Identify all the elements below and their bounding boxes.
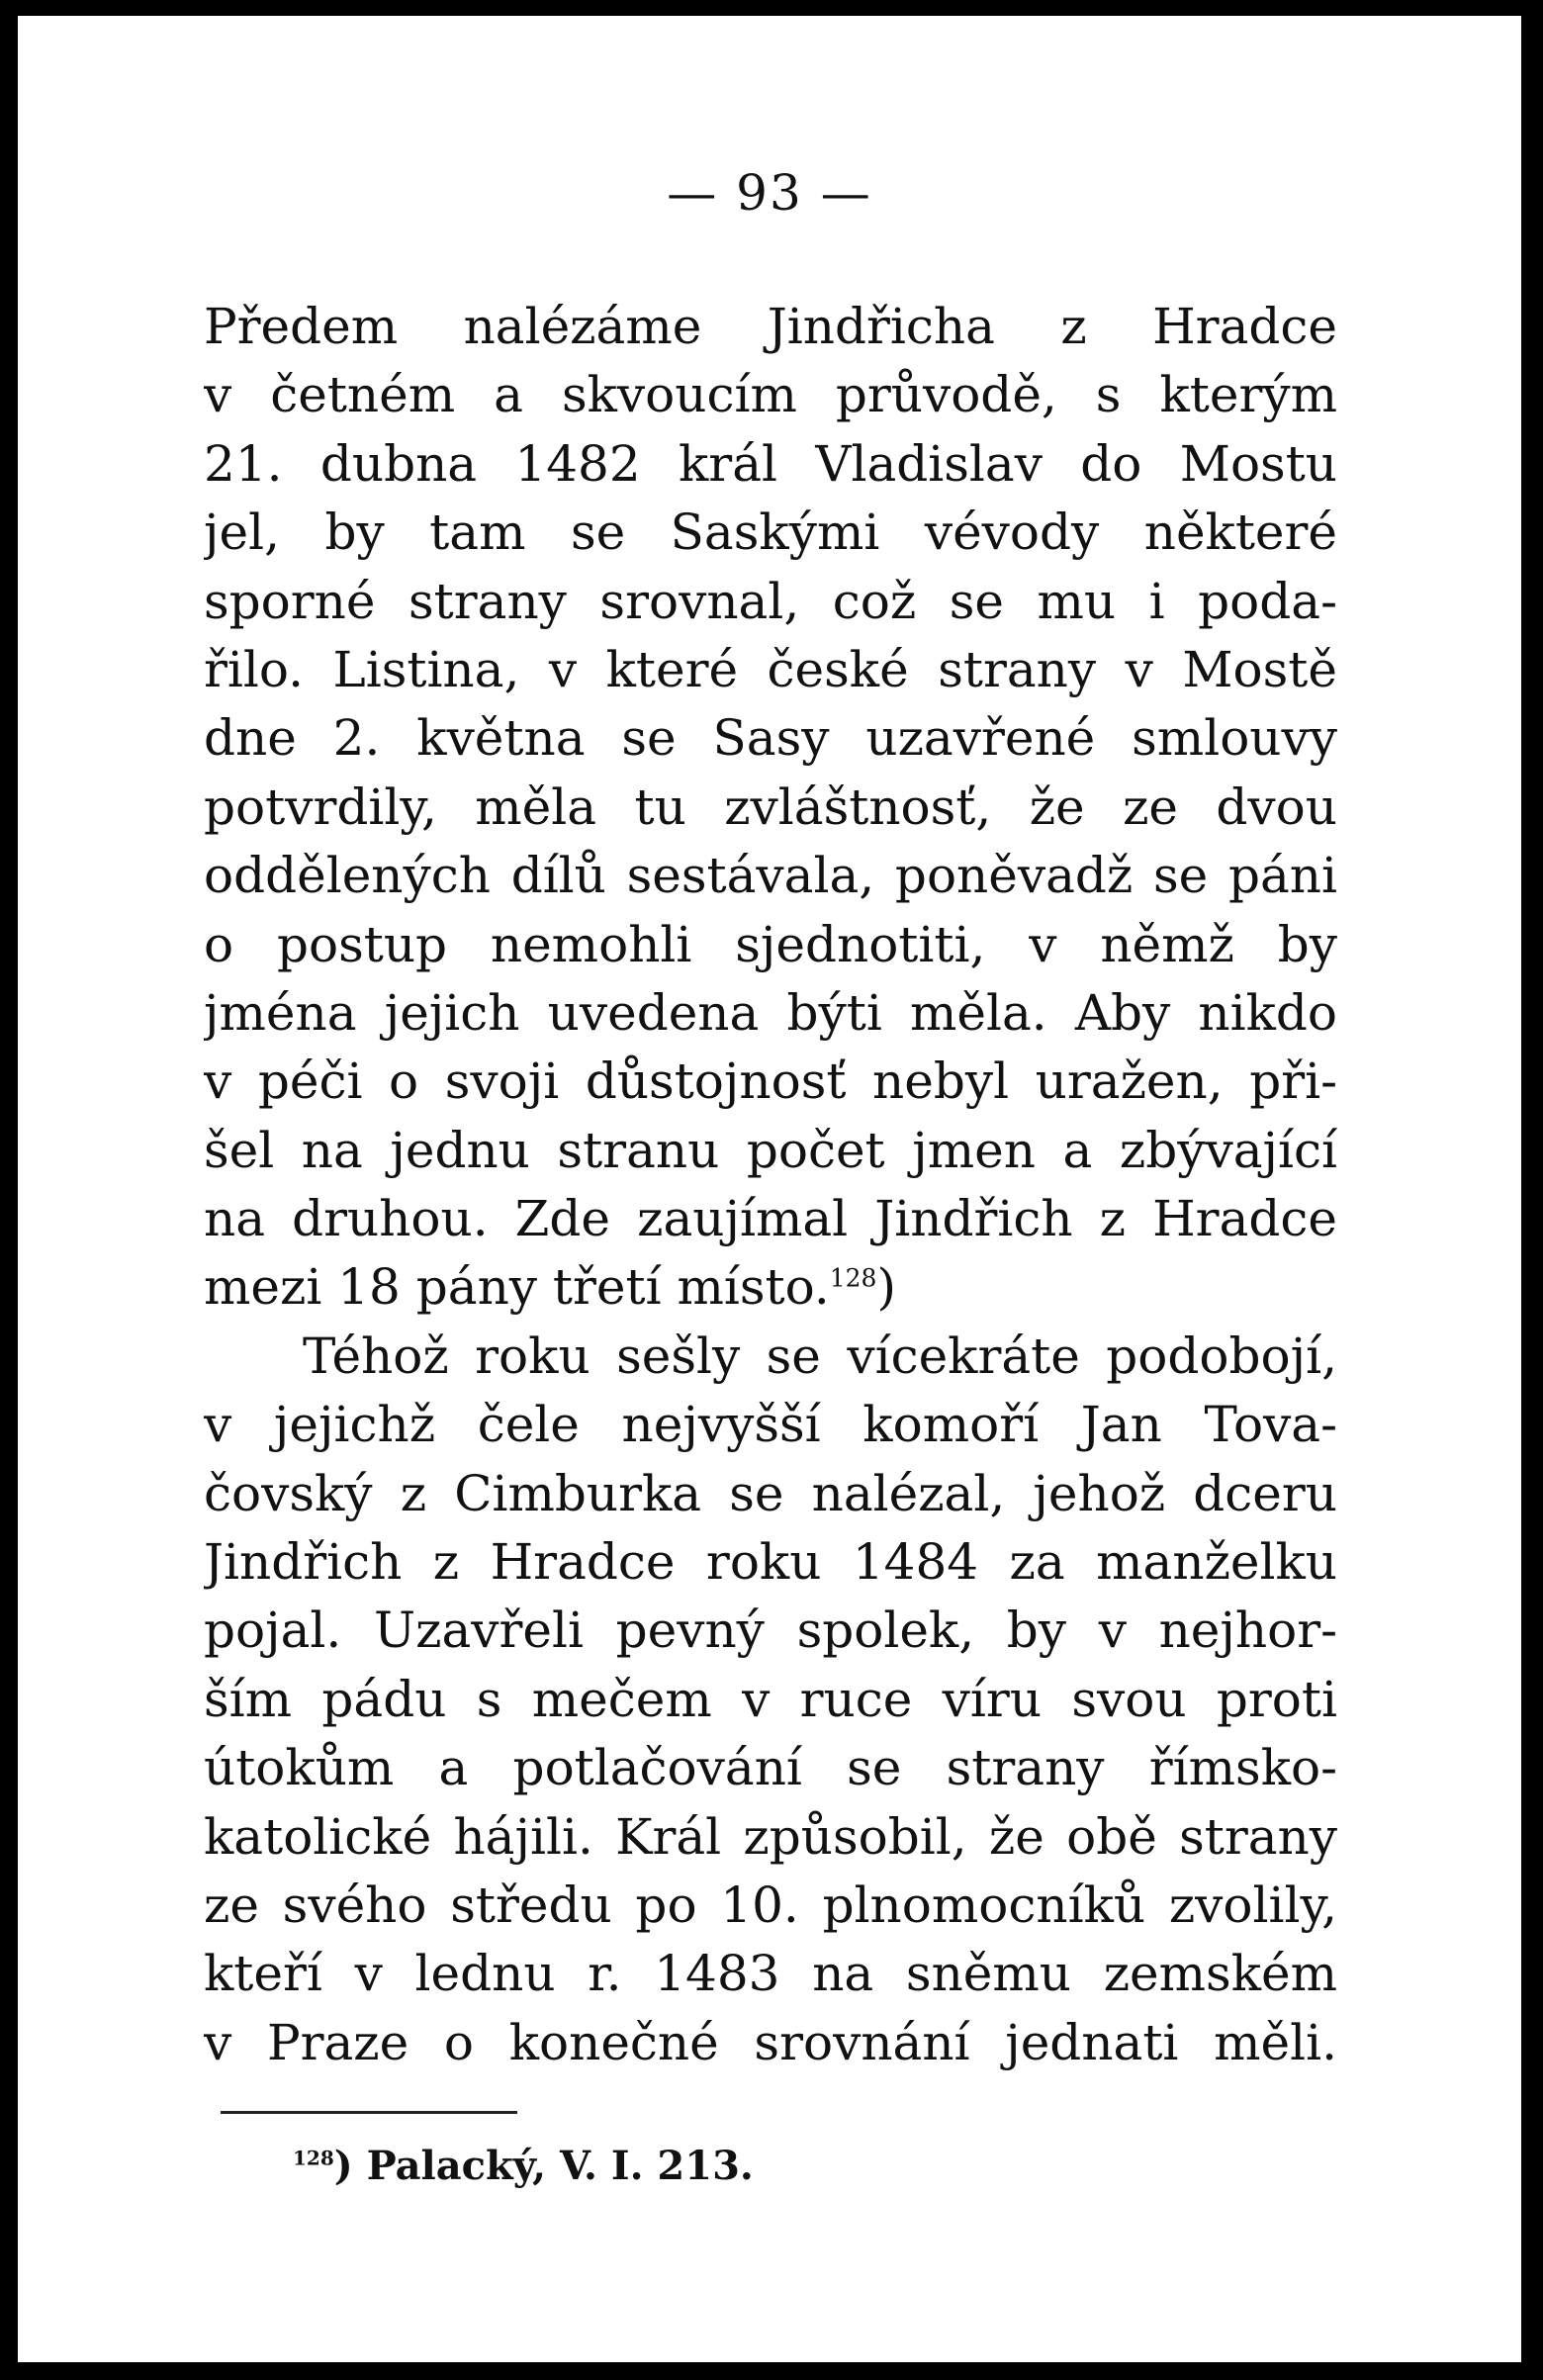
text-line: v Praze o konečné srovnání jednati měli.: [204, 2013, 1337, 2071]
text-line: jel, by tam se Saskými vévody některé: [204, 503, 1337, 562]
footnote: [293, 2143, 754, 2189]
text-line: Téhož roku sešly se vícekráte podobojí,: [303, 1327, 1337, 1385]
text-line: sporné strany srovnal, což se mu i poda-: [204, 572, 1337, 630]
text-line: čovský z Cimburka se nalézal, jehož dceru: [204, 1464, 1337, 1522]
paragraph-1: [204, 293, 1337, 1323]
line-text: mezi 18 pány třetí místo.: [204, 1258, 830, 1317]
text-line: v jejichž čele nejvyšší komoří Jan Tova-: [204, 1396, 1337, 1454]
text-line: ším pádu s mečem v ruce víru svou proti: [204, 1670, 1337, 1728]
text-line: útokům a potlačování se strany římsko-: [204, 1739, 1337, 1797]
text-line: oddělených dílů sestávala, poněvadž se páni: [204, 847, 1337, 905]
text-line: o postup nemohli sjednotiti, v němž by: [204, 915, 1337, 973]
text-line-last: [204, 1253, 1337, 1322]
footnote-marker: 128: [293, 2146, 334, 2170]
footnote-reference: 128: [829, 1263, 877, 1293]
text-line: potvrdily, měla tu zvláštnosť, že ze dvou: [204, 778, 1337, 836]
text-line: kteří v lednu r. 1483 na sněmu zemském: [204, 1945, 1337, 2003]
text-line: šel na jednu stranu počet jmen a zbývající: [204, 1121, 1337, 1179]
text-line: v péči o svoji důstojnosť nebyl uražen, při-: [204, 1053, 1337, 1111]
body-text: [204, 293, 1337, 2077]
footnote-divider: [221, 2111, 517, 2114]
text-line: na druhou. Zde zaujímal Jindřich z Hradce: [204, 1190, 1337, 1248]
text-line: řilo. Listina, v které české strany v Mostě: [204, 640, 1337, 698]
footnote-reference-close: ): [876, 1258, 896, 1317]
text-line: dne 2. května se Sasy uzavřené smlouvy: [204, 709, 1337, 768]
text-line: Předem nalézáme Jindřicha z Hradce: [204, 298, 1337, 355]
page-number: — 93 —: [667, 164, 872, 222]
text-line: Jindřich z Hradce roku 1484 za manželku: [204, 1533, 1337, 1592]
text-line: katolické hájili. Král způsobil, že obě strany: [204, 1807, 1337, 1866]
text-line: ze svého středu po 10. plnomocníků zvolily,: [204, 1876, 1337, 1934]
text-line: 21. dubna 1482 král Vladislav do Mostu: [204, 434, 1337, 493]
text-line: pojal. Uzavřeli pevný spolek, by v nejhor-: [204, 1602, 1337, 1660]
text-line: v četném a skvoucím průvodě, s kterým: [204, 366, 1337, 424]
text-line: jména jejich uvedena býti měla. Aby nikdo: [204, 983, 1337, 1042]
paragraph-2: [204, 1323, 1337, 2077]
footnote-text: ) Palacký, V. I. 213.: [333, 2143, 754, 2189]
book-page: [18, 16, 1521, 2362]
